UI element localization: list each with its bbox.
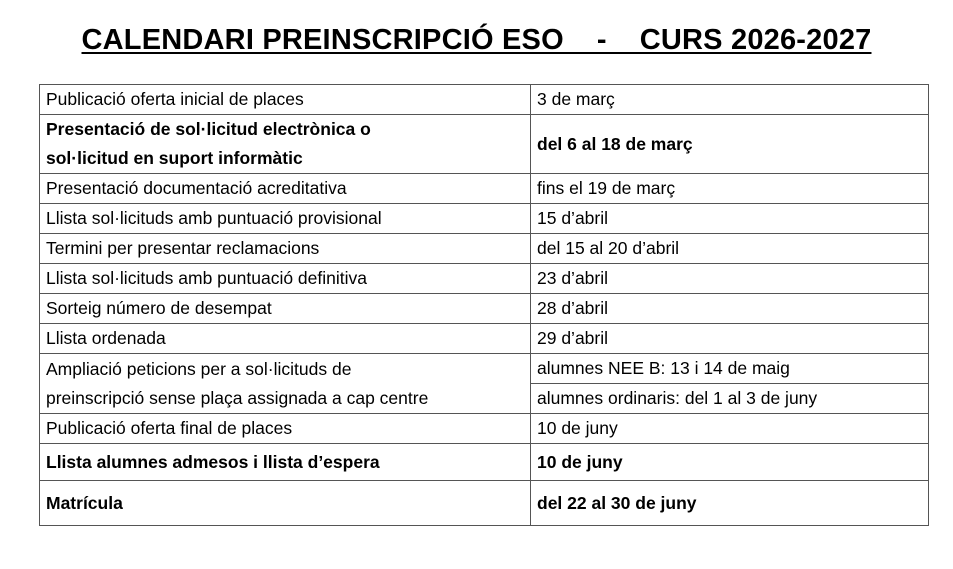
row-label-line: Presentació de sol·licitud electrònica o <box>46 119 371 139</box>
page-title: CALENDARI PREINSCRIPCIÓ ESO - CURS 2026-2027 <box>81 24 872 56</box>
row-date: 10 de juny <box>531 414 929 444</box>
row-date: 28 d’abril <box>531 294 929 324</box>
row-date: alumnes ordinaris: del 1 al 3 de juny <box>531 384 929 414</box>
table-row <box>40 174 929 204</box>
row-label: Presentació documentació acreditativa <box>40 174 531 204</box>
calendar-table <box>39 84 929 526</box>
row-label-line: Ampliació peticions per a sol·licituds de <box>46 358 352 379</box>
row-date: 3 de març <box>531 85 929 115</box>
row-date: del 22 al 30 de juny <box>531 481 929 526</box>
row-date: del 15 al 20 d’abril <box>531 234 929 264</box>
row-label: Sorteig número de desempat <box>40 294 531 324</box>
table-row <box>40 414 929 444</box>
table-row <box>40 324 929 354</box>
row-label: Llista ordenada <box>40 324 531 354</box>
table-row <box>40 444 929 481</box>
row-label: Matrícula <box>40 481 531 526</box>
row-label <box>40 115 531 174</box>
row-date: fins el 19 de març <box>531 174 929 204</box>
table-row <box>40 354 929 384</box>
row-label: Llista alumnes admesos i llista d’espera <box>40 444 531 481</box>
row-date: 29 d’abril <box>531 324 929 354</box>
row-date: 15 d’abril <box>531 204 929 234</box>
table-row <box>40 234 929 264</box>
row-label: Termini per presentar reclamacions <box>40 234 531 264</box>
row-label <box>40 354 531 414</box>
table-row <box>40 481 929 526</box>
row-date: 10 de juny <box>531 444 929 481</box>
table-row <box>40 294 929 324</box>
row-date: alumnes NEE B: 13 i 14 de maig <box>531 354 929 384</box>
row-label-line: sol·licitud en suport informàtic <box>46 148 303 168</box>
table-row <box>40 85 929 115</box>
row-label-line: preinscripció sense plaça assignada a cap centre <box>46 387 429 408</box>
row-label: Publicació oferta final de places <box>40 414 531 444</box>
row-label: Llista sol·licituds amb puntuació definitiva <box>40 264 531 294</box>
row-label: Llista sol·licituds amb puntuació provisional <box>40 204 531 234</box>
table-row <box>40 204 929 234</box>
row-date: 23 d’abril <box>531 264 929 294</box>
row-label: Publicació oferta inicial de places <box>40 85 531 115</box>
table-row <box>40 115 929 174</box>
row-date: del 6 al 18 de març <box>531 115 929 174</box>
table-row <box>40 264 929 294</box>
